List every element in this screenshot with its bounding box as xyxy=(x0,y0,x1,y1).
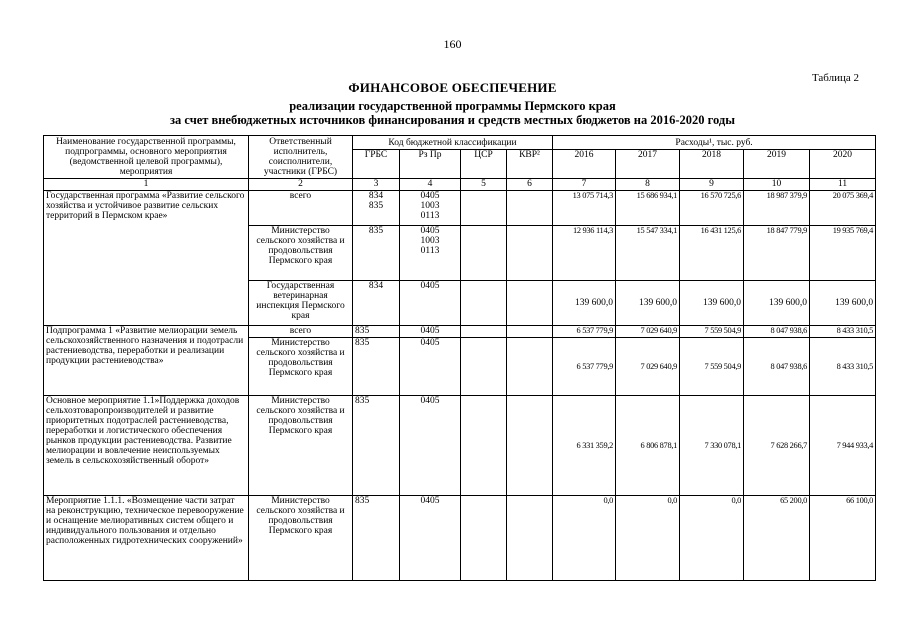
value-2019: 18 847 779,9 xyxy=(744,226,810,281)
value-2017: 15 686 934,1 xyxy=(616,191,680,226)
value-2016: 13 075 714,3 xyxy=(553,191,616,226)
value-2020: 8 433 310,5 xyxy=(810,326,876,338)
document-subtitle-2: за счет внебюджетных источников финансирования и средств местных бюджетов на 2016-2020 годы xyxy=(170,113,735,127)
colnum: 6 xyxy=(507,179,553,191)
value-2018: 7 330 078,1 xyxy=(680,396,744,496)
value-2018: 7 559 504,9 xyxy=(680,326,744,338)
colnum: 7 xyxy=(553,179,616,191)
rzpr-cell: 0405 xyxy=(400,281,461,326)
csr-cell xyxy=(461,496,507,581)
value-2017: 139 600,0 xyxy=(616,281,680,326)
grbs-cell: 835 xyxy=(353,226,400,281)
table-row xyxy=(44,191,876,226)
header-rzpr: Рз Пр xyxy=(400,150,461,179)
program-name: Государственная программа «Развитие сельского хозяйства и устойчивое развитие сельских территорий в Пермском крае» xyxy=(44,191,249,326)
column-number-row xyxy=(44,179,876,191)
value-2017: 6 806 878,1 xyxy=(616,396,680,496)
grbs-cell: 835 xyxy=(353,396,400,496)
csr-cell xyxy=(461,191,507,226)
value-2018: 7 559 504,9 xyxy=(680,338,744,396)
value-2017: 0,0 xyxy=(616,496,680,581)
table-row xyxy=(44,326,876,338)
rzpr-cell: 0405 xyxy=(400,496,461,581)
main-event-name: Основное мероприятие 1.1»Поддержка доходов сельхозтоваропроизводителей и развитие приоритетных подотраслей растениеводства, переработки и логистического обеспечения рынков продукции растениеводства. Развитие мелиорации и вовлечение неиспользуемых земель в сельскохозяйственный оборот» xyxy=(44,396,249,496)
value-2016: 139 600,0 xyxy=(553,281,616,326)
resp-cell: Министерство сельского хозяйства и продовольствия Пермского края xyxy=(249,396,353,496)
header-2020: 2020 xyxy=(810,150,876,179)
resp-cell: Министерство сельского хозяйства и продовольствия Пермского края xyxy=(249,338,353,396)
rzpr-cell: 0405 xyxy=(400,326,461,338)
value-2017: 7 029 640,9 xyxy=(616,326,680,338)
table-label: Таблица 2 xyxy=(811,72,859,84)
grbs-cell: 835 xyxy=(353,338,400,396)
colnum: 8 xyxy=(616,179,680,191)
header-2017: 2017 xyxy=(616,150,680,179)
kvr-cell xyxy=(507,338,553,396)
value-2016: 6 537 779,9 xyxy=(553,338,616,396)
header-budget-code: Код бюджетной классификации xyxy=(353,136,553,150)
table-row xyxy=(44,396,876,496)
grbs-cell: 834 835 xyxy=(353,191,400,226)
value-2020: 19 935 769,4 xyxy=(810,226,876,281)
colnum: 3 xyxy=(353,179,400,191)
financing-table xyxy=(43,135,876,581)
document-subtitle-1: реализации государственной программы Пермского края xyxy=(289,99,616,113)
event-name: Мероприятие 1.1.1. «Возмещение части затрат на реконструкцию, техническое перевооружение и оснащение мелиоративных систем общего и индивидуального пользования и отдельно расположенных гидротехнических сооружений» xyxy=(44,496,249,581)
header-expenses: Расходы¹, тыс. руб. xyxy=(553,136,876,150)
document-title: ФИНАНСОВОЕ ОБЕСПЕЧЕНИЕ xyxy=(348,80,557,95)
value-2019: 8 047 938,6 xyxy=(744,338,810,396)
value-2019: 8 047 938,6 xyxy=(744,326,810,338)
value-2020: 20 075 369,4 xyxy=(810,191,876,226)
subprogram-name: Подпрограмма 1 «Развитие мелиорации земель сельскохозяйственного назначения и подотрасли растениеводства, переработки и реализации продукции растениеводства» xyxy=(44,326,249,396)
header-2016: 2016 xyxy=(553,150,616,179)
resp-cell: Государственная ветеринарная инспекция Пермского края xyxy=(249,281,353,326)
csr-cell xyxy=(461,396,507,496)
header-csr: ЦСР xyxy=(461,150,507,179)
grbs-cell: 835 xyxy=(353,326,400,338)
value-2016: 12 936 114,3 xyxy=(553,226,616,281)
value-2019: 139 600,0 xyxy=(744,281,810,326)
colnum: 4 xyxy=(400,179,461,191)
colnum: 5 xyxy=(461,179,507,191)
value-2018: 16 431 125,6 xyxy=(680,226,744,281)
colnum: 2 xyxy=(249,179,353,191)
table-row xyxy=(44,496,876,581)
value-2017: 15 547 334,1 xyxy=(616,226,680,281)
value-2018: 16 570 725,6 xyxy=(680,191,744,226)
kvr-cell xyxy=(507,396,553,496)
value-2016: 0,0 xyxy=(553,496,616,581)
value-2018: 139 600,0 xyxy=(680,281,744,326)
resp-cell: Министерство сельского хозяйства и продовольствия Пермского края xyxy=(249,496,353,581)
resp-cell: Министерство сельского хозяйства и продовольствия Пермского края xyxy=(249,226,353,281)
header-name: Наименование государственной программы, подпрограммы, основного мероприятия (ведомственной целевой программы), мероприятия xyxy=(44,136,249,179)
colnum: 1 xyxy=(44,179,249,191)
value-2019: 7 628 266,7 xyxy=(744,396,810,496)
value-2016: 6 537 779,9 xyxy=(553,326,616,338)
value-2020: 8 433 310,5 xyxy=(810,338,876,396)
kvr-cell xyxy=(507,281,553,326)
resp-cell: всего xyxy=(249,191,353,226)
rzpr-cell: 0405 1003 0113 xyxy=(400,226,461,281)
resp-cell: всего xyxy=(249,326,353,338)
header-2019: 2019 xyxy=(744,150,810,179)
value-2019: 18 987 379,9 xyxy=(744,191,810,226)
kvr-cell xyxy=(507,496,553,581)
value-2020: 139 600,0 xyxy=(810,281,876,326)
grbs-cell: 835 xyxy=(353,496,400,581)
rzpr-cell: 0405 xyxy=(400,338,461,396)
header-responsible: Ответственный исполнитель, соисполнители, участники (ГРБС) xyxy=(249,136,353,179)
csr-cell xyxy=(461,338,507,396)
header-kvr: КВР² xyxy=(507,150,553,179)
header-grbs: ГРБС xyxy=(353,150,400,179)
kvr-cell xyxy=(507,326,553,338)
rzpr-cell: 0405 1003 0113 xyxy=(400,191,461,226)
csr-cell xyxy=(461,226,507,281)
grbs-cell: 834 xyxy=(353,281,400,326)
value-2019: 65 200,0 xyxy=(744,496,810,581)
csr-cell xyxy=(461,281,507,326)
value-2020: 66 100,0 xyxy=(810,496,876,581)
value-2020: 7 944 933,4 xyxy=(810,396,876,496)
value-2017: 7 029 640,9 xyxy=(616,338,680,396)
value-2016: 6 331 359,2 xyxy=(553,396,616,496)
kvr-cell xyxy=(507,226,553,281)
colnum: 10 xyxy=(744,179,810,191)
rzpr-cell: 0405 xyxy=(400,396,461,496)
header-2018: 2018 xyxy=(680,150,744,179)
csr-cell xyxy=(461,326,507,338)
colnum: 9 xyxy=(680,179,744,191)
page-number: 160 xyxy=(443,37,462,51)
kvr-cell xyxy=(507,191,553,226)
colnum: 11 xyxy=(810,179,876,191)
value-2018: 0,0 xyxy=(680,496,744,581)
